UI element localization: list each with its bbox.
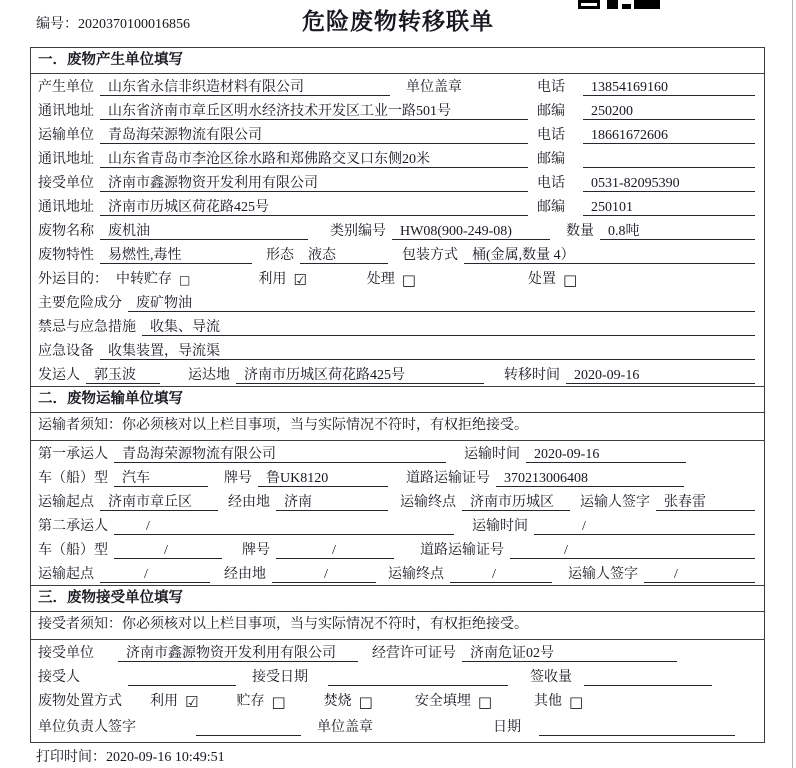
section-receiver xyxy=(31,585,764,742)
purpose-dispose-label: 处置 xyxy=(527,272,556,287)
phone2-value: 18661672606 xyxy=(583,127,755,144)
second-carrier-label: 第二承运人 xyxy=(38,519,108,534)
zip2-label: 邮编 xyxy=(537,152,565,167)
plate2-label: 牌号 xyxy=(242,543,270,558)
qr-code-fragment xyxy=(578,0,666,9)
generator-unit-value: 山东省永信非织造材料有限公司 xyxy=(100,79,390,96)
document-number-value: 2020370100016856 xyxy=(78,17,190,32)
disposal-other-checkbox: □ xyxy=(569,693,584,711)
print-time-value: 2020-09-16 10:49:51 xyxy=(106,750,225,765)
receive-date-label: 接受日期 xyxy=(252,670,308,685)
disposal-option-landfill xyxy=(415,693,492,710)
quantity-label: 数量 xyxy=(566,224,594,239)
purpose-treat-checkbox: □ xyxy=(401,271,416,289)
second-carrier-value: / xyxy=(114,518,454,535)
row-generator-address xyxy=(31,98,764,122)
plate1-value: 鲁UK8120 xyxy=(258,470,388,487)
manager-signature-value xyxy=(196,719,301,736)
disposal-option-storage xyxy=(236,693,285,710)
unit-seal-label: 单位盖章 xyxy=(406,80,462,95)
phone1-label: 电话 xyxy=(537,80,565,95)
purpose-transfer-storage-label: 中转贮存 xyxy=(116,272,172,287)
via2-label: 经由地 xyxy=(224,567,266,582)
section3-title: 三．废物接受单位填写 xyxy=(31,586,764,612)
address3-value: 济南市历城区荷花路425号 xyxy=(100,199,528,216)
recipient-value xyxy=(128,669,236,686)
disposal-incineration-checkbox: □ xyxy=(358,693,373,711)
page-title: 危险废物转移联单 xyxy=(302,8,494,34)
vehicle1-value: 汽车 xyxy=(114,470,208,487)
print-time xyxy=(36,746,225,766)
end1-label: 运输终点 xyxy=(400,495,456,510)
carrier-sign2-value: / xyxy=(644,566,755,583)
origin1-label: 运输起点 xyxy=(38,495,94,510)
row-receive-unit xyxy=(31,640,764,664)
end1-value: 济南市历城区 xyxy=(462,494,570,511)
phone1-value: 13854169160 xyxy=(583,79,755,96)
row-disposal-method xyxy=(31,688,764,712)
purpose-option-dispose xyxy=(528,271,577,288)
phone3-value: 0531-82095390 xyxy=(583,175,755,192)
disposal-storage-label: 贮存 xyxy=(236,694,265,709)
transporter-unit-value: 青岛海荣源物流有限公司 xyxy=(100,127,528,144)
section-generator xyxy=(31,48,764,386)
plate2-value: / xyxy=(276,542,394,559)
address2-value: 山东省青岛市李沧区徐水路和郑佛路交叉口东侧20米 xyxy=(100,151,528,168)
row-hazard-components xyxy=(31,290,764,314)
disposal-storage-checkbox: □ xyxy=(271,693,286,711)
date-value xyxy=(539,719,735,736)
transporter-notice: 运输者须知：你必须核对以上栏目事项，当与实际情况不符时，有权拒绝接受。 xyxy=(31,413,764,441)
origin2-label: 运输起点 xyxy=(38,567,94,582)
section2-title: 二．废物运输单位填写 xyxy=(31,387,764,413)
form-label: 形态 xyxy=(266,248,294,263)
zip1-value: 250200 xyxy=(583,103,755,120)
disposal-landfill-label: 安全填埋 xyxy=(414,694,471,709)
row-manager-signature xyxy=(31,712,764,742)
section-transporter xyxy=(31,386,764,585)
receive-date-value xyxy=(328,669,508,686)
row-receiver-address xyxy=(31,194,764,218)
generator-unit-label: 产生单位 xyxy=(38,80,94,95)
disposal-use-label: 利用 xyxy=(150,694,178,709)
row-shipper xyxy=(31,362,764,386)
emergency-equipment-label: 应急设备 xyxy=(38,344,94,359)
document-number-label: 编号： xyxy=(36,17,78,32)
first-carrier-label: 第一承运人 xyxy=(38,447,108,462)
row-transport-purpose xyxy=(31,266,764,290)
row-first-carrier xyxy=(31,441,764,465)
first-carrier-value: 青岛海荣源物流有限公司 xyxy=(114,446,446,463)
transport-time2-label: 运输时间 xyxy=(472,519,528,534)
form-value: 液态 xyxy=(300,247,388,264)
section1-title: 一．废物产生单位填写 xyxy=(31,48,764,74)
emergency-measures-label: 禁忌与应急措施 xyxy=(38,320,136,335)
disposal-use-checkbox: ☑ xyxy=(185,693,199,711)
transfer-form xyxy=(30,47,765,743)
transfer-time-label: 转移时间 xyxy=(504,368,560,383)
purpose-dispose-checkbox: □ xyxy=(562,271,578,289)
zip1-label: 邮编 xyxy=(537,104,565,119)
receive-unit-label: 接受单位 xyxy=(38,646,94,661)
purpose-use-checkbox: ☑ xyxy=(293,271,307,289)
end2-value: / xyxy=(450,566,552,583)
disposal-option-other xyxy=(534,693,583,710)
quantity-value: 0.8吨 xyxy=(600,223,755,240)
zip3-value: 250101 xyxy=(583,199,755,216)
received-amount-value xyxy=(584,669,712,686)
waste-name-value: 废机油 xyxy=(100,223,308,240)
emergency-equipment-value: 收集装置，导流渠 xyxy=(100,343,755,360)
transfer-time-value: 2020-09-16 xyxy=(566,367,755,384)
row-transporter-address xyxy=(31,146,764,170)
address1-label: 通讯地址 xyxy=(38,104,94,119)
packaging-label: 包装方式 xyxy=(402,248,458,263)
unit-seal2-label: 单位盖章 xyxy=(317,720,373,735)
license-value: 济南危证02号 xyxy=(462,645,677,662)
vehicle2-label: 车（船）型 xyxy=(38,543,108,558)
plate1-label: 牌号 xyxy=(224,471,252,486)
road-permit2-value: / xyxy=(510,542,755,559)
row-recipient xyxy=(31,664,764,688)
traits-value: 易燃性,毒性 xyxy=(100,247,252,264)
via1-label: 经由地 xyxy=(228,495,270,510)
disposal-method-label: 废物处置方式 xyxy=(38,694,122,709)
phone3-label: 电话 xyxy=(537,176,565,191)
row-route1 xyxy=(31,489,764,513)
receiver-unit-value: 济南市鑫源物资开发利用有限公司 xyxy=(100,175,528,192)
date-label: 日期 xyxy=(493,720,521,735)
address1-value: 山东省济南市章丘区明水经济技术开发区工业一路501号 xyxy=(100,103,528,120)
purpose-transfer-storage-checkbox: □ xyxy=(179,273,191,287)
address2-label: 通讯地址 xyxy=(38,152,94,167)
zip3-label: 邮编 xyxy=(537,200,565,215)
row-vehicle2 xyxy=(31,537,764,561)
phone2-label: 电话 xyxy=(537,128,565,143)
transport-time2-value: / xyxy=(534,518,755,535)
shipper-label: 发运人 xyxy=(38,368,80,383)
row-waste-traits xyxy=(31,242,764,266)
vehicle1-label: 车（船）型 xyxy=(38,471,108,486)
origin1-value: 济南市章丘区 xyxy=(100,494,218,511)
row-route2 xyxy=(31,561,764,585)
receiver-unit-label: 接受单位 xyxy=(38,176,94,191)
transport-time1-value: 2020-09-16 xyxy=(526,446,686,463)
zip2-value xyxy=(583,151,755,168)
disposal-option-use xyxy=(150,693,198,710)
hazard-label: 主要危险成分 xyxy=(38,296,122,311)
page-edge-line xyxy=(792,0,793,768)
category-value: HW08(900-249-08) xyxy=(392,223,550,240)
purpose-treat-label: 处理 xyxy=(366,272,395,287)
carrier-sign1-label: 运输人签字 xyxy=(580,495,650,510)
row-receiver-unit xyxy=(31,170,764,194)
disposal-other-label: 其他 xyxy=(534,694,563,709)
purpose-option-transfer-storage xyxy=(116,271,190,288)
transport-time1-label: 运输时间 xyxy=(464,447,520,462)
destination-value: 济南市历城区荷花路425号 xyxy=(236,367,484,384)
carrier-sign2-label: 运输人签字 xyxy=(568,567,638,582)
disposal-landfill-checkbox: □ xyxy=(477,693,493,711)
hazard-value: 废矿物油 xyxy=(128,295,755,312)
license-label: 经营许可证号 xyxy=(372,646,456,661)
end2-label: 运输终点 xyxy=(388,567,444,582)
disposal-option-incineration xyxy=(324,693,373,710)
waste-name-label: 废物名称 xyxy=(38,224,94,239)
purpose-label: 外运目的： xyxy=(38,272,108,287)
row-vehicle1 xyxy=(31,465,764,489)
via1-value: 济南 xyxy=(276,494,388,511)
purpose-option-treat xyxy=(367,271,416,288)
address3-label: 通讯地址 xyxy=(38,200,94,215)
row-emergency-equipment xyxy=(31,338,764,362)
road-permit1-value: 370213006408 xyxy=(496,470,684,487)
packaging-value: 桶(金属,数量 4） xyxy=(464,247,755,264)
disposal-incineration-label: 焚烧 xyxy=(323,694,352,709)
purpose-use-label: 利用 xyxy=(258,272,287,287)
category-label: 类别编号 xyxy=(330,224,386,239)
recipient-label: 接受人 xyxy=(38,670,80,685)
via2-value: / xyxy=(272,566,376,583)
receiver-notice: 接受者须知：你必须核对以上栏目事项，当与实际情况不符时，有权拒绝接受。 xyxy=(31,612,764,640)
row-emergency-measures xyxy=(31,314,764,338)
road-permit1-label: 道路运输证号 xyxy=(406,471,490,486)
row-waste-name xyxy=(31,218,764,242)
print-time-label: 打印时间： xyxy=(36,750,106,765)
origin2-value: / xyxy=(100,566,210,583)
manager-signature-label: 单位负责人签字 xyxy=(38,720,136,735)
vehicle2-value: / xyxy=(114,542,222,559)
purpose-option-use xyxy=(258,271,306,288)
traits-label: 废物特性 xyxy=(38,248,94,263)
shipper-value: 郭玉波 xyxy=(86,367,160,384)
transporter-unit-label: 运输单位 xyxy=(38,128,94,143)
emergency-measures-value: 收集、导流 xyxy=(142,319,755,336)
road-permit2-label: 道路运输证号 xyxy=(420,543,504,558)
received-amount-label: 签收量 xyxy=(530,670,572,685)
row-generator-unit xyxy=(31,74,764,98)
carrier-sign1-value: 张春雷 xyxy=(656,494,755,511)
row-second-carrier xyxy=(31,513,764,537)
receive-unit-value: 济南市鑫源物资开发利用有限公司 xyxy=(118,645,358,662)
row-transporter-unit xyxy=(31,122,764,146)
document-header xyxy=(0,0,796,44)
destination-label: 运达地 xyxy=(188,368,230,383)
